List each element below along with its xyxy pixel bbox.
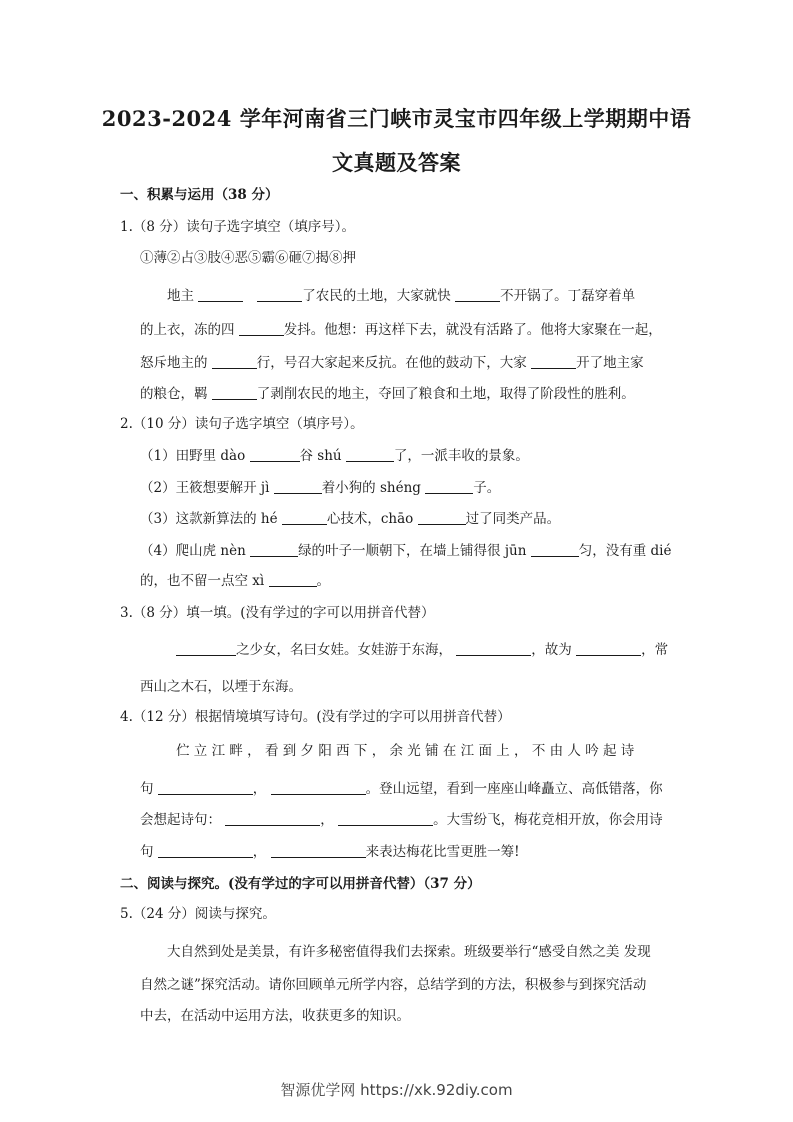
text: 匀，没有重 dié [578, 543, 672, 559]
text: 句 [140, 781, 154, 797]
text: 的上衣，冻的四 [140, 322, 235, 338]
q4-line1: 伫 立 江 畔 ， 看 到 夕 阳 西 下 ， 余 光 铺 在 江 面 上 ， 不 由 人 吟 起 诗 [176, 743, 635, 759]
blank[interactable] [425, 479, 473, 494]
text: 着小狗的 shéng [321, 480, 421, 496]
text: 行，号召大家起来反抗。在他的鼓动下，大家 [256, 355, 527, 371]
q1-para-line4 [140, 384, 635, 404]
blank[interactable] [271, 780, 366, 795]
text: （2）王筱想要解开 jì [140, 480, 270, 496]
text: （3）这款新算法的 hé [140, 511, 278, 527]
q1-heading: 1.（8 分）读句子选字填空（填序号）。 [120, 219, 356, 235]
blank[interactable] [346, 447, 394, 462]
q4-line3 [140, 810, 663, 830]
q2-heading: 2.（10 分）读句子选字填空（填序号）。 [120, 416, 364, 432]
text: 不开锅了。丁磊穿着单 [500, 288, 636, 304]
q1-para-line3 [140, 353, 644, 373]
text: 。 [316, 573, 331, 589]
blank[interactable] [274, 479, 322, 494]
section1-heading: 一、积累与运用（38 分） [120, 187, 279, 203]
text: 心技术，chāo [326, 511, 414, 527]
text: 谷 shú [299, 448, 342, 464]
text: 发抖。他想：再这样下去，就没有活路了。他将大家聚在一起， [283, 322, 662, 338]
text: 会想起诗句： [140, 812, 221, 828]
q2-sentence2 [140, 478, 500, 498]
q5-heading: 5.（24 分）阅读与探究。 [120, 906, 276, 922]
q5-para-line2: 自然之谜”探究活动。请你回顾单元所学内容，总结学到的方法，积极参与到探究活动 [140, 977, 647, 993]
text: 怒斥地主的 [140, 355, 208, 371]
blank[interactable] [158, 843, 253, 858]
text: 。登山远望，看到一座座山峰矗立、高低错落，你 [365, 781, 663, 797]
blank[interactable] [212, 385, 257, 400]
q1-para-line1 [167, 286, 635, 306]
blank[interactable] [531, 542, 579, 557]
blank[interactable] [239, 321, 284, 336]
q4-heading: 4.（12 分）根据情境填写诗句。(没有学过的字可以用拼音代替） [120, 709, 511, 725]
text: 的，也不留一点空 xì [140, 573, 265, 589]
blank[interactable] [269, 572, 317, 587]
footer-watermark: 智源优学网 https://xk.92diy.com [280, 1081, 513, 1099]
text: ， [252, 781, 267, 797]
blank[interactable] [158, 780, 253, 795]
q2-sentence3 [140, 509, 560, 529]
q1-options: ①薄②占③肢④恶⑤霸⑥砸⑦揭⑧押 [140, 250, 356, 266]
text: 了剥削农民的地主，夺回了粮食和土地，取得了阶段性的胜利。 [256, 386, 635, 402]
text: ，故为 [531, 642, 572, 658]
text: 过了同类产品。 [465, 511, 561, 527]
text: 地主 [167, 288, 194, 304]
text: 了农民的土地，大家就快 [302, 288, 451, 304]
blank[interactable] [250, 542, 298, 557]
document-title-line1: 2023-2024 学年河南省三门峡市灵宝市四年级上学期期中语 [101, 106, 692, 131]
text: 子。 [473, 480, 501, 496]
document-title-line2: 文真题及答案 [332, 150, 461, 175]
text: 。大雪纷飞，梅花竞相开放，你会用诗 [433, 812, 663, 828]
q5-para-line3: 中去，在活动中运用方法，收获更多的知识。 [140, 1008, 410, 1024]
blank[interactable] [257, 287, 302, 302]
q3-heading: 3.（8 分）填一填。(没有学过的字可以用拼音代替） [120, 605, 435, 621]
q3-line2: 西山之木石，以堙于东海。 [140, 679, 302, 695]
q2-sentence1 [140, 446, 529, 466]
blank[interactable] [176, 641, 236, 656]
q2-sentence4 [140, 541, 671, 561]
blank[interactable] [225, 811, 320, 826]
q2-sentence4-cont [140, 571, 330, 591]
text: 开了地主家 [576, 355, 644, 371]
section2-heading: 二、阅读与探究。(没有学过的字可以用拼音代替）（37 分） [120, 876, 481, 892]
q1-para-line2 [140, 320, 662, 340]
blank[interactable] [338, 811, 433, 826]
blank[interactable] [250, 447, 300, 462]
blank[interactable] [455, 287, 500, 302]
q4-line2 [140, 779, 663, 799]
blank[interactable] [576, 641, 641, 656]
text: 了，一派丰收的景象。 [393, 448, 529, 464]
blank[interactable] [198, 287, 243, 302]
q5-para-line1: 大自然到处是美景，有许多秘密值得我们去探索。班级要举行“感受自然之美 发现 [167, 944, 651, 960]
text: ， [252, 844, 267, 860]
blank[interactable] [212, 354, 257, 369]
text: 的粮仓，羁 [140, 386, 208, 402]
text: ， [320, 812, 334, 828]
text: ，常 [641, 642, 669, 658]
text: （1）田野里 dào [140, 448, 246, 464]
text: 绿的叶子一顺朝下，在墙上铺得很 jūn [298, 543, 527, 559]
text: 来表达梅花比雪更胜一筹! [365, 844, 520, 860]
blank[interactable] [418, 510, 466, 525]
text: 之少女，名曰女娃。女娃游于东海， [236, 642, 452, 658]
q3-line1 [176, 640, 668, 660]
q4-line4 [140, 842, 520, 862]
blank[interactable] [282, 510, 327, 525]
text: 句 [140, 844, 154, 860]
blank[interactable] [531, 354, 576, 369]
text: （4）爬山虎 nèn [140, 543, 246, 559]
blank[interactable] [456, 641, 531, 656]
blank[interactable] [271, 843, 366, 858]
